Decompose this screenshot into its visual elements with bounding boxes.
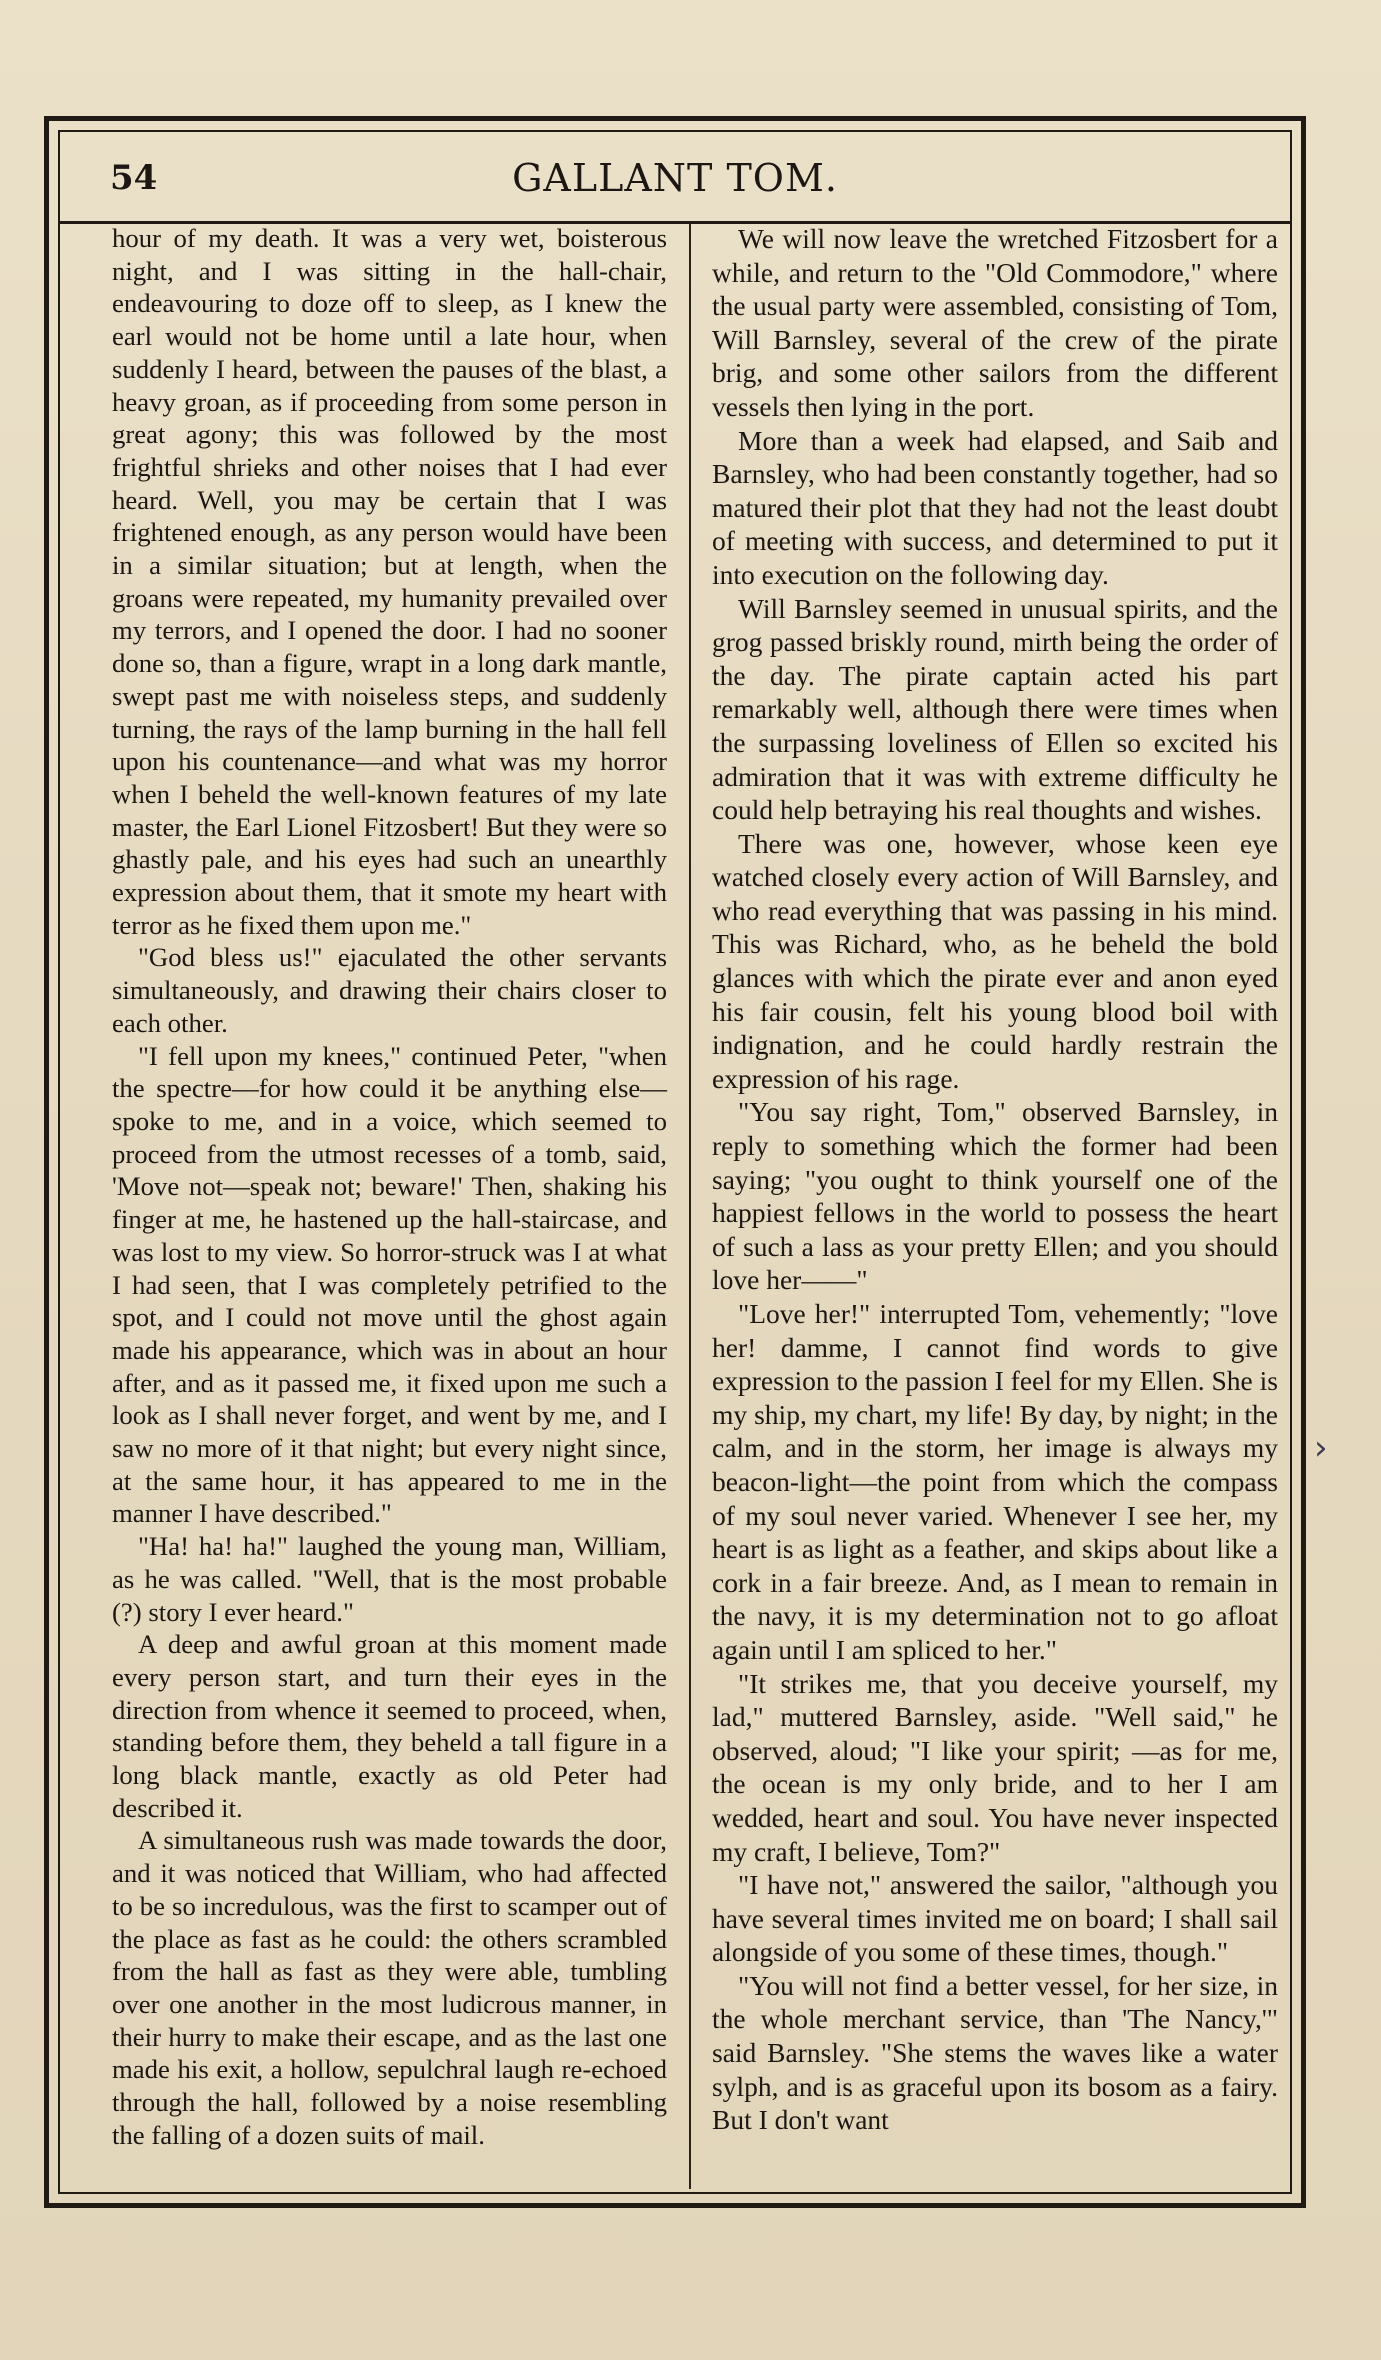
paragraph: "Ha! ha! ha!" laughed the young man, William, as he was called. "Well, that is the most probable (?) story I ever heard." xyxy=(112,1531,667,1627)
left-column xyxy=(112,222,667,2151)
paragraph: hour of my death. It was a very wet, boisterous night, and I was sitting in the hall-chair, endeavouring to doze off to sleep, as I knew the earl would not be home until a late hour, when suddenly I heard, between the pauses of the blast, a heavy groan, as if proceeding from some person in great agony; this was followed by the most frightful shrieks and other noises that I had ever heard. Well, you may be certain that I was frightened enough, as any person would have been in a similar situation; but at length, when the groans were repeated, my humanity prevailed over my terrors, and I opened the door. I had no sooner done so, than a figure, wrapt in a long dark mantle, swept past me with noiseless steps, and suddenly turning, the rays of the lamp burning in the hall fell upon his countenance—and what was my horror when I beheld the well-known features of my late master, the Earl Lionel Fitzosbert! But they were so ghastly pale, and his eyes had such an unearthly expression about them, that it smote my heart with terror as he fixed them upon me." xyxy=(112,223,667,940)
paragraph: A deep and awful groan at this moment made every person start, and turn their eyes in the direction from whence it seemed to proceed, when, standing before them, they beheld a tall figure in a long black mantle, exactly as old Peter had described it. xyxy=(112,1629,667,1823)
paragraph: "It strikes me, that you deceive yourself, my lad," muttered Barnsley, aside. "Well said," he observed, aloud; "I like your spirit; —as for me, the ocean is my only bride, and to her I am wedded, heart and soul. You have never inspected my craft, I believe, Tom?" xyxy=(712,1667,1278,1867)
paragraph: "You will not find a better vessel, for her size, in the whole merchant service, than 'The Nancy,'" said Barnsley. "She stems the waves like a water sylph, and is as graceful upon its bosom as a fairy. But I don't want xyxy=(712,1969,1278,2136)
paragraph: More than a week had elapsed, and Saib and Barnsley, who had been constantly together, had so matured their plot that they had not the least doubt of meeting with success, and determined to put it into execution on the following day. xyxy=(712,424,1278,590)
paragraph: A simultaneous rush was made towards the door, and it was noticed that William, who had affected to be so incredulous, was the first to scamper out of the place as fast as he could: the others scrambled from the hall as fast as they were able, tumbling over one another in the most ludicrous manner, in their hurry to make their escape, and as the last one made his exit, a hollow, sepulchral laugh re-echoed through the hall, followed by a noise resembling the falling of a dozen suits of mail. xyxy=(112,1825,667,2150)
column-divider xyxy=(689,224,691,2189)
paragraph: There was one, however, whose keen eye watched closely every action of Will Barnsley, and who read everything that was passing in his mind. This was Richard, who, as he beheld the bold glances with which the pirate ever and anon eyed his fair cousin, felt his young blood boil with indignation, and he could hardly restrain the expression of his rage. xyxy=(712,827,1278,1094)
paragraph: Will Barnsley seemed in unusual spirits, and the grog passed briskly round, mirth being the order of the day. The pirate captain acted his part remarkably well, although there were times when the surpassing loveliness of Ellen so excited his admiration that it was with extreme difficulty he could help betraying his real thoughts and wishes. xyxy=(712,592,1278,826)
running-title: GALLANT TOM. xyxy=(512,156,838,200)
paragraph: We will now leave the wretched Fitzosbert for a while, and return to the "Old Commodore," where the usual party were assembled, consisting of Tom, Will Barnsley, several of the crew of the pirate brig, and some other sailors from the different vessels then lying in the port. xyxy=(712,223,1278,422)
page-header xyxy=(58,130,1292,224)
margin-mark: › xyxy=(1314,1428,1328,1468)
paragraph: "I have not," answered the sailor, "although you have several times invited me on board; I shall sail alongside of you some of these times, though." xyxy=(712,1869,1278,1968)
paragraph: "Love her!" interrupted Tom, vehemently; "love her! damme, I cannot find words to give expression to the passion I feel for my Ellen. She is my ship, my chart, my life! By day, by night; in the calm, and in the storm, her image is always my beacon-light—the point from which the compass of my soul never varied. Whenever I see her, my heart is as light as a feather, and skips about like a cork in a fair breeze. And, as I mean to remain in the navy, it is my determination not to go afloat again until I am spliced to her." xyxy=(712,1298,1278,1665)
paragraph: "I fell upon my knees," continued Peter, "when the spectre—for how could it be anything else—spoke to me, and in a voice, which seemed to proceed from the utmost recesses of a tomb, said, 'Move not—speak not; beware!' Then, shaking his finger at me, he hastened up the hall-staircase, and was lost to my view. So horror-struck was I at what I had seen, that I was completely petrified to the spot, and I could not move until the ghost again made his appearance, which was in about an hour after, and as it passed me, it fixed upon me such a look as I shall never forget, and went by me, and I saw no more of it that night; but every night since, at the same hour, it has appeared to me in the manner I have described." xyxy=(112,1040,667,1529)
paragraph: "You say right, Tom," observed Barnsley, in reply to something which the former had been saying; "you ought to think yourself one of the happiest fellows in the world to possess the heart of such a lass as your pretty Ellen; and you should love her——" xyxy=(712,1096,1278,1296)
right-column xyxy=(712,222,1278,2137)
paragraph: "God bless us!" ejaculated the other servants simultaneously, and drawing their chairs closer to each other. xyxy=(112,942,667,1038)
page-number: 54 xyxy=(110,158,158,198)
